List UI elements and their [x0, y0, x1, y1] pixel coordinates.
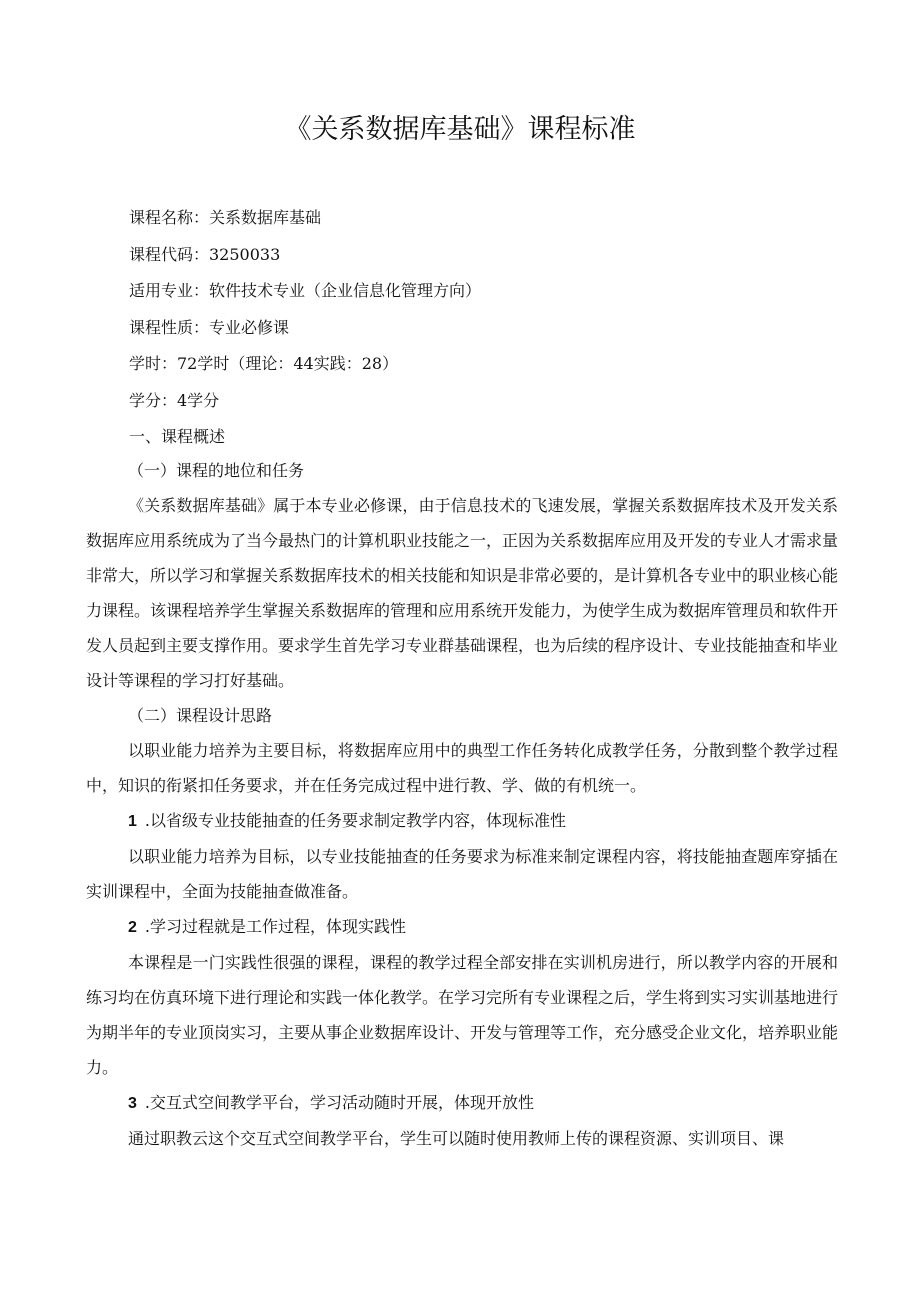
- point-heading-text-3: .交互式空间教学平台，学习活动随时开展，体现开放性: [144, 1093, 534, 1112]
- course-nature-line: 课程性质：专业必修课: [129, 317, 290, 337]
- point-paragraph-1: 以职业能力培养为目标，以专业技能抽查的任务要求为标准来制定课程内容，将技能抽查题库穿插在实训课程中，全面为技能抽查做准备。: [86, 847, 838, 901]
- point-paragraph-2: 本课程是一门实践性很强的课程，课程的教学过程全部安排在实训机房进行，所以教学内容的开展和练习均在仿真环境下进行理论和实践一体化教学。在学习完所有专业课程之后，学生将到实习实训基地进行为期半年的专业顶岗实习，主要从事企业数据库设计、开发与管理等工作，充分感受企业文化，培养职业能力。: [86, 953, 839, 1077]
- course-name-line: 课程名称：关系数据库基础: [129, 208, 322, 227]
- course-info-block: [129, 200, 829, 456]
- section-heading-overview: 一、课程概述: [129, 427, 226, 446]
- point-heading-2: [86, 909, 838, 945]
- credits-line: 学分：4学分: [129, 390, 220, 410]
- class-hours-line: 学时：72学时（理论：44实践：28）: [129, 354, 399, 373]
- point-heading-1: [86, 803, 838, 839]
- document-title: 《关系数据库基础》课程标准: [284, 114, 636, 145]
- point-heading-3: [86, 1085, 838, 1121]
- subsection-heading-position: （一）课程的地位和任务: [128, 461, 305, 480]
- applicable-major-line: 适用专业：软件技术专业（企业信息化管理方向）: [129, 281, 482, 300]
- document-body: [86, 453, 838, 1156]
- point-heading-text-2: .学习过程就是工作过程，体现实践性: [144, 917, 406, 936]
- subsection-heading-design: （二）课程设计思路: [128, 706, 273, 725]
- point-heading-text-1: .以省级专业技能抽查的任务要求制定教学内容，体现标准性: [144, 811, 566, 830]
- course-code-line: 课程代码：3250033: [129, 244, 281, 264]
- point-number-3: 3: [128, 1095, 137, 1112]
- point-paragraph-3: 通过职教云这个交互式空间教学平台，学生可以随时使用教师上传的课程资源、实训项目、课: [128, 1129, 785, 1148]
- paragraph-position: 《关系数据库基础》属于本专业必修课，由于信息技术的飞速发展，掌握关系数据库技术及开发关系数据库应用系统成为了当今最热门的计算机职业技能之一，正因为关系数据库应用及开发的专业人才需求量非常大，所以学习和掌握关系数据库技术的相关技能和知识是非常必要的，是计算机各专业中的职业核心能力课程。该课程培养学生掌握关系数据库的管理和应用系统开发能力，为使学生成为数据库管理员和软件开发人员起到主要支撑作用。要求学生首先学习专业群基础课程，也为后续的程序设计、专业技能抽查和毕业设计等课程的学习打好基础。: [86, 496, 839, 690]
- paragraph-design: 以职业能力培养为主要目标，将数据库应用中的典型工作任务转化成教学任务，分散到整个教学过程中，知识的衔紧扣任务要求，并在任务完成过程中进行教、学、做的有机统一。: [86, 741, 838, 795]
- point-number-1: 1: [128, 813, 137, 830]
- point-number-2: 2: [128, 919, 137, 936]
